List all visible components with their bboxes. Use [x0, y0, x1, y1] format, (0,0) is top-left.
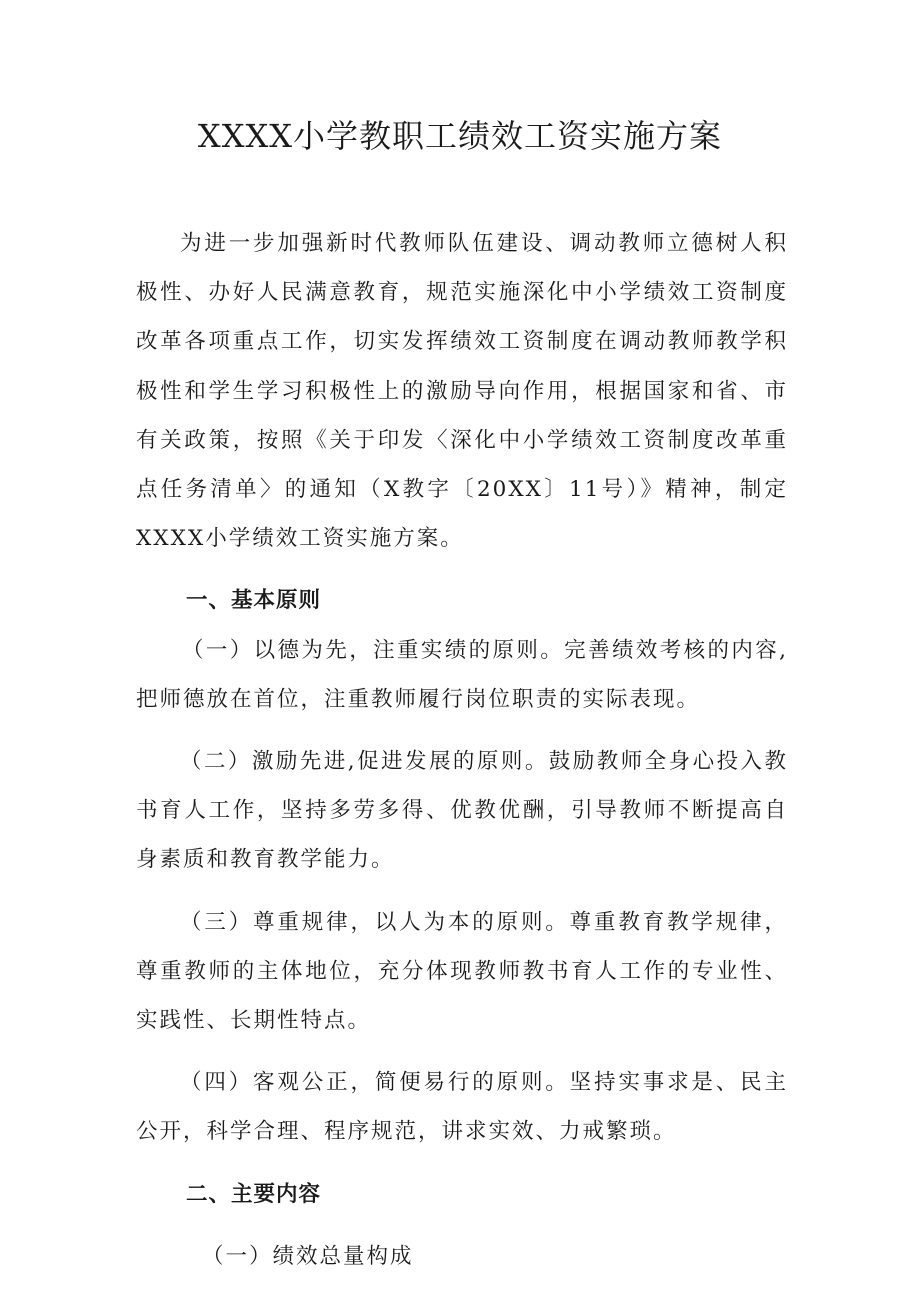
principle-item-3: （三）尊重规律，以人为本的原则。尊重教育教学规律，尊重教师的主体地位，充分体现教师教书育人工作的专业性、实践性、长期性特点。 [136, 909, 788, 1034]
document-title: XXXX小学教职工绩效工资实施方案 [197, 117, 723, 155]
principle-item-1: （一）以德为先，注重实绩的原则。完善绩效考核的内容,把师德放在首位，注重教师履行岗位职责的实际表现。 [136, 637, 788, 712]
intro-paragraph: 为进一步加强新时代教师队伍建设、调动教师立德树人积极性、办好人民满意教育，规范实施深化中小学绩效工资制度改革各项重点工作，切实发挥绩效工资制度在调动教师教学积极性和学生学习积极性上的激励导向作用，根据国家和省、市有关政策，按照《关于印发〈深化中小学绩效工资制度改革重点任务清单〉的通知（X教字〔20XX〕11号）》精神，制定XXXX小学绩效工资实施方案。 [136, 231, 788, 552]
subsection-heading-total: （一）绩效总量构成 [202, 1243, 414, 1269]
document-body [136, 219, 788, 1281]
principle-item-2: （二）激励先进,促进发展的原则。鼓励教师全身心投入教书育人工作，坚持多劳多得、优教优酬，引导教师不断提高自身素质和教育教学能力。 [136, 749, 788, 873]
principle-item-4: （四）客观公正，简便易行的原则。坚持实事求是、民主公开，科学合理、程序规范，讲求实效、力戒繁琐。 [136, 1070, 788, 1145]
section-heading-content: 二、主要内容 [186, 1181, 322, 1207]
section-heading-principles: 一、基本原则 [186, 588, 322, 614]
